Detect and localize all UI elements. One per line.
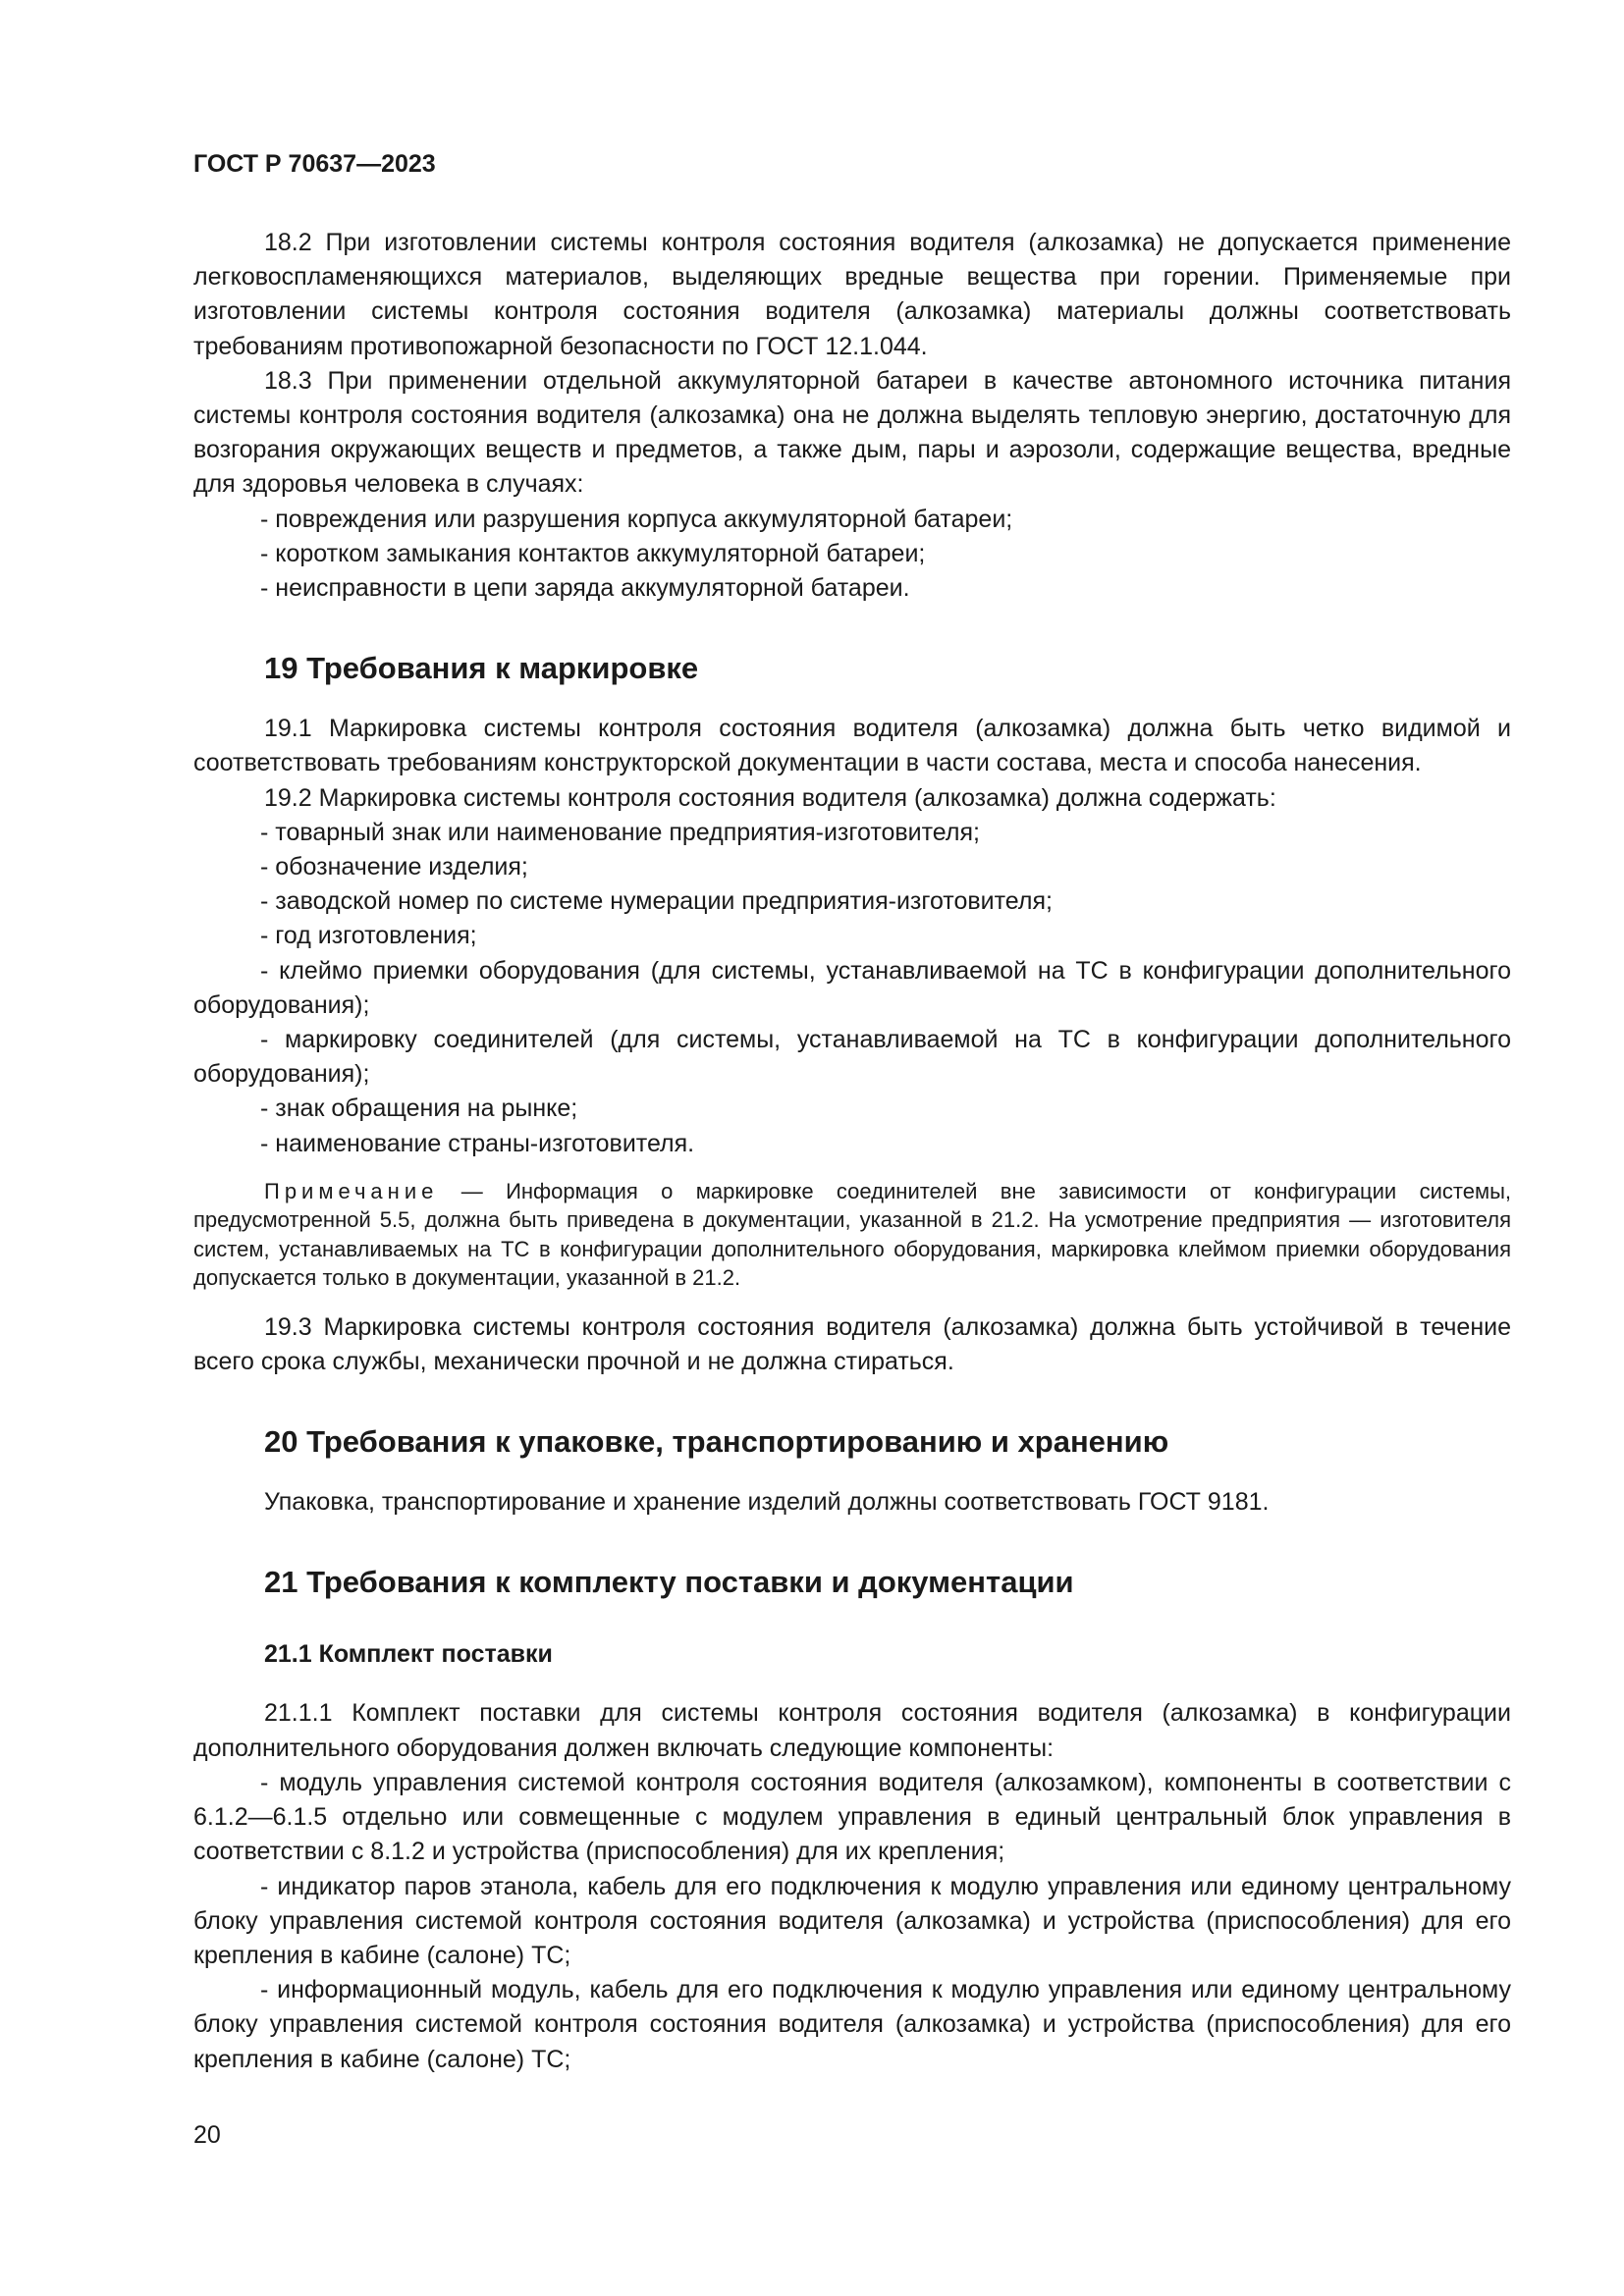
list-item: - маркировку соединителей (для системы, устанавливаемой на ТС в конфигурации дополнительного оборудования); xyxy=(193,1026,1511,1089)
list-item: - модуль управления системой контроля состояния водителя (алкозамком), компоненты в соответствии с 6.1.2—6.1.5 отдельно или совмещенные с модулем управления в единый центральный блок управления в соответствии с 8.1.2 и устройства (приспособления) для их крепления; xyxy=(193,1768,1511,1866)
paragraph-18-3: 18.3 При применении отдельной аккумуляторной батареи в качестве автономного источника питания системы контроля состояния водителя (алкозамка) она не должна выделять тепловую энергию, достаточную для возгорания окружающих веществ и предметов, а также дым, пары и аэрозоли, содержащие вещества, вредные для здоровья человека в случаях: xyxy=(193,366,1511,499)
list-item: - повреждения или разрушения корпуса аккумуляторной батареи; xyxy=(260,505,1013,533)
paragraph-18-2: 18.2 При изготовлении системы контроля состояния водителя (алкозамка) не допускается применение легковоспламеняющихся материалов, выделяющих вредные вещества при горении. Применяемые при изготовлении системы контроля состояния водителя (алкозамка) материалы должны соответствовать требованиям противопожарной безопасности по ГОСТ 12.1.044. xyxy=(193,229,1511,360)
list-item: - заводской номер по системе нумерации предприятия-изготовителя; xyxy=(260,887,1053,916)
note-text: — Информация о маркировке соединителей вне зависимости от конфигурации системы, предусмотренной 5.5, должна быть приведена в документации, указанной в 21.2. На усмотрение предприятия — изготовителя систем, устанавливаемых на ТС в конфигурации дополнительного оборудования, маркировка клеймом приемки оборудования допускается только в документации, указанной в 21.2. xyxy=(193,1178,1511,1291)
document-header: ГОСТ Р 70637—2023 xyxy=(193,150,436,178)
list-item: - неисправности в цепи заряда аккумуляторной батареи. xyxy=(260,574,910,603)
paragraph-19-2: 19.2 Маркировка системы контроля состояния водителя (алкозамка) должна содержать: xyxy=(264,783,1276,812)
list-item: - обозначение изделия; xyxy=(260,853,528,881)
section-18 xyxy=(193,226,1511,606)
paragraph-19-3: 19.3 Маркировка системы контроля состояния водителя (алкозамка) должна быть устойчивой в течение всего срока службы, механически прочной и не должна стираться. xyxy=(193,1312,1511,1376)
note xyxy=(193,1177,1511,1293)
section-20-heading: 20 Требования к упаковке, транспортированию и хранению xyxy=(264,1424,1169,1460)
document-page xyxy=(193,147,1511,2077)
section-21-heading: 21 Требования к комплекту поставки и документации xyxy=(264,1565,1074,1600)
paragraph-19-1: 19.1 Маркировка системы контроля состояния водителя (алкозамка) должна быть четко видимой и соответствовать требованиям конструкторской документации в части состава, места и способа нанесения. xyxy=(193,715,1511,777)
list-item: - коротком замыкания контактов аккумуляторной батареи; xyxy=(260,539,926,567)
section-21 xyxy=(193,1563,1511,2076)
note-label: Примечание xyxy=(264,1178,439,1203)
list-item: - клеймо приемки оборудования (для системы, устанавливаемой на ТС в конфигурации дополнительного оборудования); xyxy=(193,956,1511,1019)
subsection-21-1-heading: 21.1 Комплект поставки xyxy=(264,1640,553,1669)
list-item: - знак обращения на рынке; xyxy=(260,1095,578,1123)
section-20 xyxy=(193,1422,1511,1520)
page-number: 20 xyxy=(193,2121,221,2149)
section-19 xyxy=(193,649,1511,1379)
section-19-heading: 19 Требования к маркировке xyxy=(264,651,699,686)
paragraph-21-1-1: 21.1.1 Комплект поставки для системы контроля состояния водителя (алкозамка) в конфигурации дополнительного оборудования должен включать следующие компоненты: xyxy=(193,1699,1511,1762)
list-item: - год изготовления; xyxy=(260,922,477,950)
list-item: - товарный знак или наименование предприятия-изготовителя; xyxy=(260,818,980,846)
list-item: - индикатор паров этанола, кабель для его подключения к модулю управления или единому центральному блоку управления системой контроля состояния водителя (алкозамка) и устройства (приспособления) для его крепления в кабине (салоне) ТС; xyxy=(193,1872,1511,1969)
list-item: - информационный модуль, кабель для его подключения к модулю управления или единому центральному блоку управления системой контроля состояния водителя (алкозамка) и устройства (приспособления) для его крепления в кабине (салоне) ТС; xyxy=(193,1976,1511,2073)
paragraph-20: Упаковка, транспортирование и хранение изделий должны соответствовать ГОСТ 9181. xyxy=(264,1488,1270,1517)
list-item: - наименование страны-изготовителя. xyxy=(260,1129,695,1157)
